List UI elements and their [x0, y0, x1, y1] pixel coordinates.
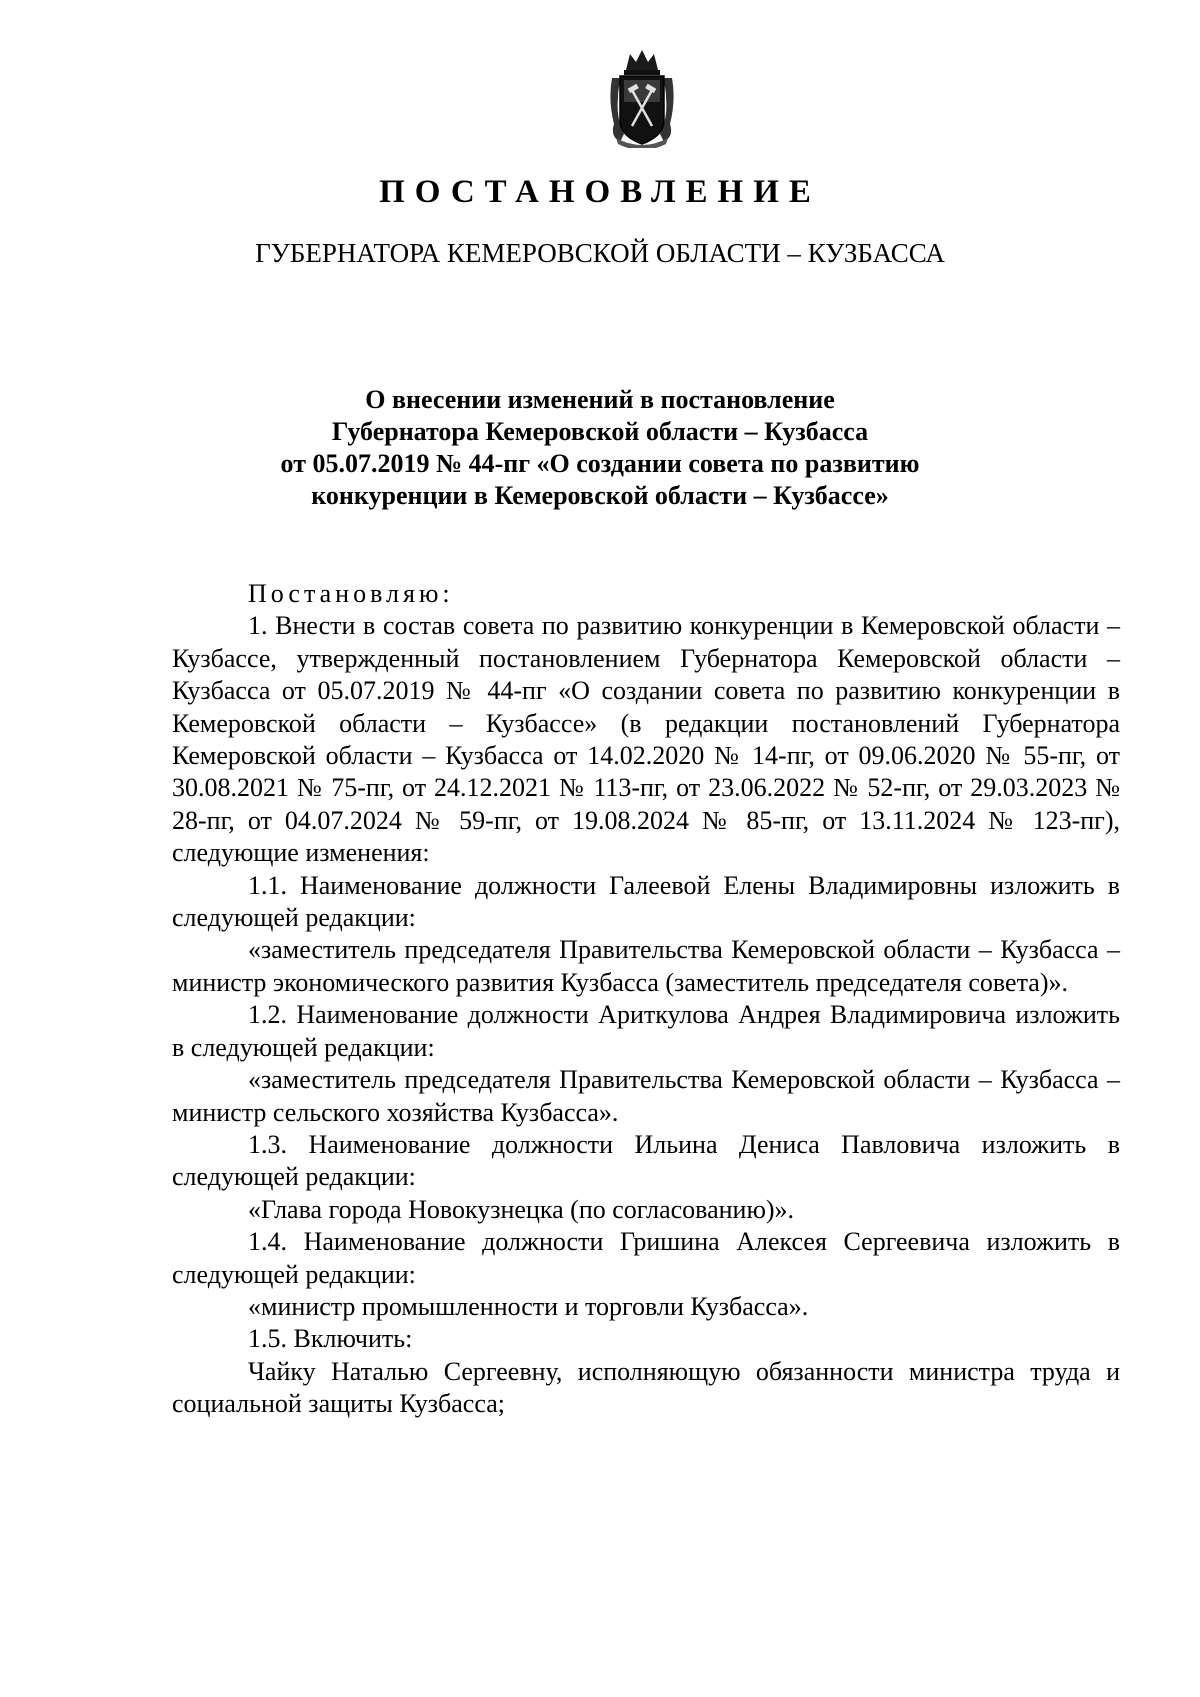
paragraph-1-4: 1.4. Наименование должности Гришина Алексея Сергеевича изложить в следующей редакции: — [172, 1227, 1120, 1289]
paragraph-1-5: 1.5. Включить: — [248, 1324, 413, 1354]
title-line-2: Губернатора Кемеровской области – Кузбасса — [331, 417, 869, 446]
paragraph-1-1-text: «заместитель председателя Правительства Кемеровской области – Кузбасса – министр экономического развития Кузбасса (заместитель председателя совета)». — [172, 935, 1120, 997]
document-body — [172, 578, 1120, 1421]
paragraph-1-2-text: «заместитель председателя Правительства Кемеровской области – Кузбасса – министр сельского хозяйства Кузбасса». — [172, 1065, 1120, 1127]
coat-of-arms-icon — [606, 48, 678, 148]
paragraph-1-1: 1.1. Наименование должности Галеевой Елены Владимировны изложить в следующей редакции: — [172, 870, 1120, 933]
paragraph-1-4-text: «министр промышленности и торговли Кузбасса». — [248, 1291, 809, 1321]
document-title — [240, 384, 960, 512]
paragraph-1-3: 1.3. Наименование должности Ильина Дениса Павловича изложить в следующей редакции: — [172, 1129, 1120, 1192]
title-line-1: О внесении изменений в постановление — [365, 385, 835, 414]
paragraph-1-2: 1.2. Наименование должности Ариткулова Андрея Владимировича изложить в следующей редакции: — [172, 1000, 1120, 1062]
paragraph-1: 1. Внести в состав совета по развитию конкуренции в Кемеровской области – Кузбассе, утвержденный постановлением Губернатора Кемеровской области – Кузбасса от 05.07.2019 № 44-пг «О создании совета по развитию конкуренции в Кемеровской области – Кузбассе» (в редакции постановлений Губернатора Кемеровской области – Кузбасса от 14.02.2020 № 14-пг, от 09.06.2020 № 55-пг, от 30.08.2021 № 75-пг, от 24.12.2021 № 113-пг, от 23.06.2022 № 52-пг, от 29.03.2023 № 28-пг, от 04.07.2024 № 59-пг, от 19.08.2024 № 85-пг, от 13.11.2024 № 123-пг), следующие изменения: — [172, 611, 1120, 868]
title-line-4: конкуренции в Кемеровской области – Кузбассе» — [311, 481, 889, 510]
issuer-heading: ГУБЕРНАТОРА КЕМЕРОВСКОЙ ОБЛАСТИ – КУЗБАССА — [255, 238, 945, 268]
document-type-heading: ПОСТАНОВЛЕНИЕ — [379, 174, 821, 210]
paragraph-1-3-text: «Глава города Новокузнецка (по согласованию)». — [248, 1194, 795, 1224]
paragraph-1-5-text: Чайку Наталью Сергеевну, исполняющую обязанности министра труда и социальной защиты Кузбасса; — [172, 1356, 1120, 1419]
decree-word: Постановляю: — [248, 579, 454, 608]
title-line-3: от 05.07.2019 № 44-пг «О создании совета по развитию — [280, 449, 920, 478]
